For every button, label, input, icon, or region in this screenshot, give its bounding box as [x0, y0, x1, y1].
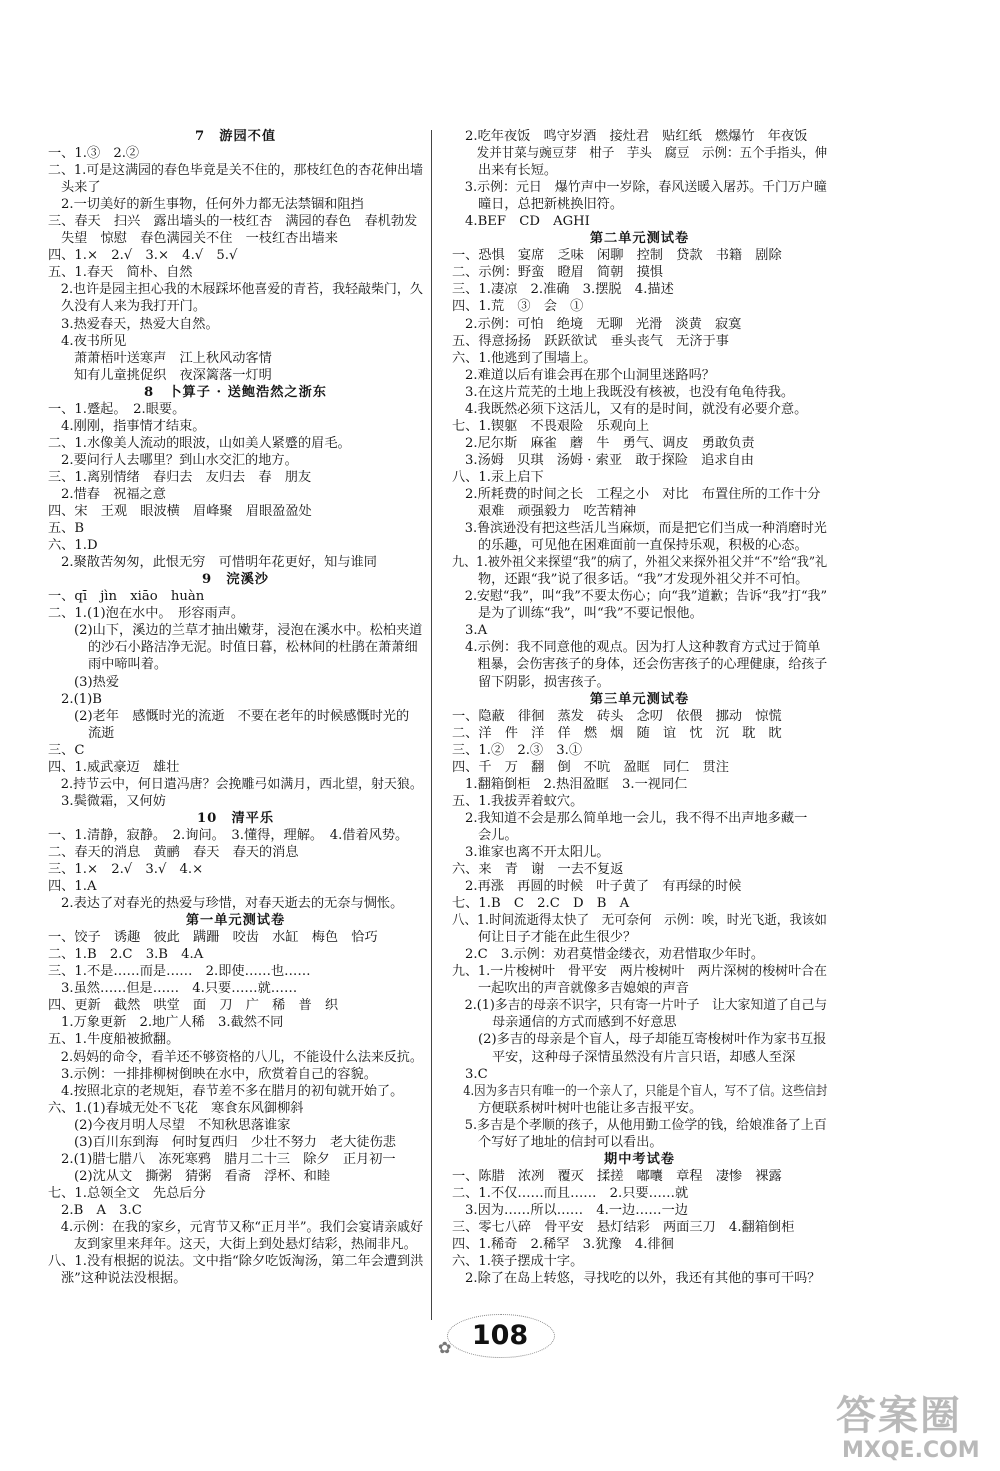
- answer-line: 2.C 3.示例：劝君莫惜金缕衣，劝君惜取少年时。: [465, 947, 765, 963]
- answer-line: 3.热爱春天，热爱大自然。: [61, 316, 219, 332]
- answer-line: 二、春天的消息 黄鹂 春天 春天的消息: [48, 844, 299, 860]
- answer-line: 萧萧梧叶送寒声 江上秋风动客情: [74, 350, 272, 366]
- answer-line: 粗暴，会伤害孩子的身体，还会伤害孩子的心理健康，给孩子: [477, 657, 828, 673]
- answer-line: 2.表达了对春光的热爱与珍惜，对春天逝去的无奈与惆怅。: [61, 896, 404, 912]
- answer-line: 雨中啼叫着。: [88, 657, 168, 673]
- answer-line: 方便联系树叶树叶也能让多吉报平安。: [478, 1100, 703, 1116]
- answer-line: 四、1.稀奇 2.稀罕 3.犹豫 4.徘徊: [452, 1237, 674, 1253]
- answer-line: 二、示例：野蛮 瞪眉 简朝 摸惧: [452, 265, 663, 281]
- answer-line: 二、1.可是这满园的春色毕竟是关不住的，那枝红色的杏花伸出墙: [48, 163, 423, 179]
- answer-line: 3.谁家也离不开太阳儿。: [465, 844, 610, 860]
- answer-line: 一、1.清静，寂静。 2.询问。 3.懂得，理解。 4.借着风势。: [48, 827, 409, 843]
- answer-line: 三、C: [48, 742, 85, 758]
- answer-line: 五、得意扬扬 跃跃欲试 垂头丧气 无济于事: [452, 333, 729, 349]
- answer-line: 的沙石小路洁净无泥。时值日暮，松林间的杜鹃在萧萧细: [88, 640, 418, 656]
- answer-line: 3.鬓微霜，又何妨: [61, 793, 166, 809]
- answer-line: 五、B: [48, 521, 85, 537]
- section-heading: 10 清平乐: [196, 810, 275, 826]
- answer-line: 4.示例：我不同意他的观点。因为打人这种教育方式过于简单: [465, 640, 821, 656]
- answer-line: 2.再涨 再圆的时候 叶子黄了 有再绿的时候: [465, 879, 742, 895]
- answer-line: 七、1.锲躯 不畏艰险 乐观向上: [452, 418, 650, 434]
- answer-line: 三、春天 扫兴 露出墙头的一枝红杏 满园的春色 春机勃发: [48, 214, 418, 230]
- answer-line: 2.所耗费的时间之长 工程之小 对比 布置住所的工作十分: [465, 486, 821, 502]
- answer-line: 2.聚散苦匆匆，此恨无穷 可惜明年花更好，知与谁同: [61, 555, 377, 571]
- answer-line: 六、来 青 谢 一去不复返: [452, 862, 624, 878]
- answer-line: 个写好了地址的信封可以看出。: [478, 1134, 663, 1150]
- answer-line: 2.除了在岛上转悠，寻找吃的以外，我还有其他的事可干吗？: [465, 1271, 821, 1287]
- answer-line: 4.BEF CD AGHI: [465, 214, 590, 230]
- answer-line: 一、qī jìn xiāo huàn: [48, 589, 205, 605]
- answer-line: 物，还跟“我”说了很多话。“我”才发现外祖父并不可怕。: [478, 572, 809, 588]
- answer-line: (2)多吉的母亲是个盲人，母子却能互寄梭树叶作为家书互报: [478, 1032, 827, 1048]
- answer-line: 九、1.被外祖父来探望“我”的病了，外祖父来探外祖父并“不”给“我”礼: [452, 555, 828, 571]
- answer-line: 二、1.水像美人流动的眼波，山如美人紧蹙的眉毛。: [48, 435, 351, 451]
- answer-line: 3.在这片荒芜的土地上我既没有核被，也没有龟龟待我。: [465, 384, 795, 400]
- answer-line: 五、1.牛度船被掀翻。: [48, 1032, 180, 1048]
- flower-ornament-icon: ✿: [438, 1338, 452, 1357]
- answer-line: 3.鲁滨逊没有把这些活儿当麻烦，而是把它们当成一种消磨时光: [464, 521, 827, 537]
- answer-line: (3)热爱: [74, 674, 120, 690]
- answer-line: 八、1.没有根据的说法。文中指“除夕吃饭淘汤，第二年会遭到洪: [48, 1254, 424, 1270]
- answer-line: 四、更新 截然 哄堂 面 刀 广 稀 普 织: [48, 998, 339, 1014]
- answer-line: 九、1.一片梭树叶 骨平安 两片梭树叶 两片深树的梭树叶合在: [452, 964, 827, 980]
- answer-line: 三、零七八碎 骨平安 悬灯结彩 两面三刀 4.翻箱倒柜: [452, 1220, 795, 1235]
- answer-line: 友到家里来拜年。这天，大街上到处悬灯结彩，热闹非凡。: [74, 1237, 417, 1253]
- answer-line: 1.翻箱倒柜 2.热泪盈眶 3.一视同仁: [465, 776, 688, 792]
- answer-line: 母亲通信的方式而感到不好意思: [492, 1015, 677, 1031]
- answer-line: 二、1.B 2.C 3.B 4.A: [48, 947, 204, 963]
- answer-line: 2.(1)腊七腊八 冻死寒鸦 腊月二十三 除夕 正月初一: [61, 1151, 396, 1167]
- page-number: 108: [471, 1320, 529, 1351]
- answer-line: 三、1.× 2.√ 3.√ 4.×: [48, 862, 204, 878]
- answer-line: 失望 惊慰 春色满园关不住 一枝红杏出墙来: [61, 231, 338, 247]
- answer-line: 八、1.汞上启下: [452, 469, 544, 485]
- answer-line: 一、1.蹙起。 2.眼要。: [48, 401, 186, 417]
- answer-line: 五、1.我拔弄着蚊穴。: [452, 793, 584, 809]
- answer-line: 一起吹出的声音就像多吉媳娘的声音: [478, 981, 689, 997]
- watermark-url: MXQE.COM: [842, 1438, 980, 1463]
- answer-line: 八、1.时间流逝得太快了 无可奈何 示例：唉，时光飞逝，我该如: [452, 913, 827, 929]
- answer-line: 2.一切美好的新生事物，任何外力都无法禁锢和阻挡: [61, 197, 364, 213]
- answer-line: 四、1.A: [48, 879, 97, 895]
- answer-line: 2.难道以后有谁会再在那个山洞里迷路吗？: [465, 367, 715, 383]
- answer-line: 2.(1)多吉的母亲不识字，只有寄一片叶子 让大家知道了自己与: [464, 998, 828, 1014]
- answer-line: 三、1.② 2.③ 3.①: [452, 742, 583, 758]
- column-divider: [431, 130, 432, 1320]
- answer-line: 4.刚刚，指事情才结束。: [61, 418, 206, 434]
- watermark-logo: 答案圈: [836, 1393, 962, 1439]
- answer-line: 发并甘菜与豌豆芽 柑子 芋头 腐豆 示例：五个手指头，伸: [476, 146, 828, 162]
- answer-line: 2.示例：可怕 绝境 无聊 光滑 淡黄 寂寞: [465, 316, 742, 332]
- answer-line: 一、隐蔽 徘徊 蒸发 砖头 念叨 依偎 挪动 惊慌: [452, 708, 782, 724]
- answer-line: 知有儿童挑促织 夜深篱落一灯明: [74, 367, 272, 383]
- answer-line: 一、1.③ 2.②: [48, 146, 140, 162]
- answer-line: 2.我知道不会是那么简单地一会儿，我不得不出声地多藏一: [465, 810, 808, 826]
- answer-line: 3.汤姆 贝琪 汤姆 · 索亚 敢于探险 追求自由: [465, 452, 754, 468]
- answer-line: 3.因为……所以…… 4.一边……一边: [465, 1202, 688, 1218]
- answer-line: 五、1.春天 简朴、自然: [48, 265, 193, 281]
- answer-line: 1.万象更新 2.地广人稀 3.截然不同: [61, 1015, 284, 1031]
- answer-line: (3)百川东到海 何时复西归 少壮不努力 老大徒伤悲: [74, 1134, 396, 1150]
- section-heading: 第一单元测试卷: [185, 913, 286, 929]
- answer-line: 4.示例：在我的家乡，元宵节又称“正月半”。我们会宴请亲戚好: [60, 1220, 424, 1235]
- answer-line: 4.因为多吉只有唯一的一个亲人了，只能是个盲人，写不了信。这些信封: [463, 1083, 828, 1099]
- section-heading: 第三单元测试卷: [589, 691, 690, 707]
- answer-line: 4.我既然必须下这活儿，又有的是时间，就没有必要介意。: [465, 401, 808, 417]
- answer-line: 二、1.(1)泡在水中。 形容雨声。: [48, 606, 245, 622]
- watermark: [836, 1394, 996, 1468]
- answer-line: 六、1.筷子摆成十字。: [452, 1254, 584, 1270]
- answer-line: (2)沈从文 撕粥 猜粥 看斋 浮杯、和睦: [74, 1168, 331, 1184]
- answer-line: 3.A: [465, 623, 488, 639]
- answer-line: 2.B A 3.C: [61, 1202, 142, 1218]
- answer-column-right: [452, 128, 827, 1287]
- answer-line: 七、1.总领全文 先总后分: [48, 1185, 206, 1201]
- answer-line: 3.示例：一排排柳树倒映在水中，欣赏着自己的容貌。: [61, 1066, 377, 1082]
- answer-line: 六、1.D: [48, 538, 98, 554]
- answer-line: 四、1.荒 ③ 会 ①: [452, 299, 584, 315]
- answer-line: 一、饺子 诱趣 彼此 蹒跚 咬齿 水缸 梅色 恰巧: [48, 930, 378, 946]
- answer-line: 曈日，总把新桃换旧符。: [478, 197, 624, 213]
- answer-line: 四、宋 王观 眼波横 眉峰聚 眉眼盈盈处: [48, 504, 312, 520]
- answer-line: 3.示例：元日 爆竹声中一岁除，春风送暖入屠苏。千门万户曈: [464, 180, 827, 196]
- answer-line: 4.夜书所见: [61, 333, 127, 349]
- answer-line: 2.尼尔斯 麻雀 蘑 牛 勇气、调皮 勇敢负责: [465, 435, 755, 451]
- answer-line: 三、1.离别情绪 春归去 友归去 春 朋友: [48, 469, 312, 485]
- answer-line: 头来了: [61, 180, 101, 196]
- answer-line: 留下阴影，损害孩子。: [478, 674, 610, 690]
- answer-column-left: [48, 128, 423, 1287]
- answer-line: 3.虽然……但是…… 4.只要……就……: [61, 981, 298, 997]
- answer-line: 会儿。: [478, 827, 518, 843]
- answer-line: 六、1.(1)春城无处不飞花 寒食东风御柳斜: [48, 1100, 304, 1116]
- answer-line: 六、1.他逃到了围墙上。: [452, 350, 597, 366]
- section-heading: 期中考试卷: [604, 1151, 675, 1167]
- answer-line: 一、恐惧 宴席 乏味 闲聊 控制 贷款 书籍 剧除: [452, 248, 782, 264]
- answer-line: 5.多吉是个孝顺的孩子，从他用勤工俭学的钱，给娘准备了上百: [464, 1117, 827, 1133]
- answer-line: 2.妈妈的命令，看羊还不够资格的八儿，不能设什么法来反抗。: [60, 1049, 423, 1065]
- answer-line: 2.要问行人去哪里？到山水交汇的地方。: [61, 452, 298, 468]
- answer-line: 2.(1)B: [61, 691, 102, 707]
- answer-line: 四、1.威武豪迈 雄壮: [48, 759, 180, 775]
- answer-line: 2.吃年夜饭 鸣守岁酒 接灶君 贴红纸 燃爆竹 年夜饭: [465, 129, 808, 144]
- answer-line: (2)今夜月明人尽望 不知秋思落谁家: [74, 1117, 291, 1133]
- answer-line: 二、1.不仅……而且…… 2.只要……就: [452, 1185, 689, 1201]
- answer-line: 何让日子才能在此生很少？: [478, 930, 637, 946]
- answer-line: 三、1.不是……而是…… 2.即使……也……: [48, 964, 311, 980]
- answer-line: 是为了训练“我”，叫“我”不要记恨他。: [478, 606, 703, 622]
- section-heading: 7 游园不值: [194, 129, 277, 144]
- answer-line: 艰难 顽强毅力 吃苦精神: [478, 504, 637, 520]
- answer-line: 四、1.× 2.√ 3.× 4.√ 5.√: [48, 248, 238, 264]
- answer-line: 的乐趣，可见他在困难面前一直保持乐观，积极的心态。: [478, 538, 808, 554]
- answer-line: 七、1.B C 2.C D B A: [452, 896, 630, 912]
- answer-line: (2)山下，溪边的兰草才抽出嫩芽，浸泡在溪水中。松柏夹道: [74, 623, 423, 639]
- answer-line: 流逝: [88, 725, 115, 741]
- answer-line: 二、洋 件 洋 佯 燃 烟 随 谊 忱 沉 耽 眈: [452, 725, 782, 741]
- answer-line: 一、陈腊 浓冽 覆灭 揉搓 嘟囔 章程 凄惨 裸露: [452, 1168, 782, 1184]
- answer-line: 4.按照北京的老规矩，春节差不多在腊月的初旬就开始了。: [61, 1083, 404, 1099]
- answer-line: 2.也许是园主担心我的木屐踩坏他喜爱的青苔，我轻敲柴门，久: [60, 282, 423, 298]
- answer-line: 2.安慰“我”，叫“我”不要太伤心；向“我”道歉；告诉“我”打“我”: [464, 589, 828, 605]
- answer-line: 3.C: [465, 1066, 488, 1082]
- answer-line: 涨”这种说法没根据。: [61, 1271, 187, 1287]
- answer-line: 2.持节云中，何日遣冯唐？会挽雕弓如满月，西北望，射天狼。: [60, 776, 423, 792]
- section-heading: 9 浣溪沙: [202, 572, 269, 588]
- answer-line: 平安，这种母子深情虽然没有片言只语，却感人至深: [492, 1049, 796, 1065]
- answer-line: 2.惜春 祝福之意: [61, 486, 166, 502]
- answer-line: 出来有长短。: [478, 163, 558, 179]
- section-heading: 第二单元测试卷: [589, 231, 690, 247]
- answer-line: 三、1.凄凉 2.准确 3.摆脱 4.描述: [452, 282, 674, 298]
- answer-line: 久没有人来为我打开门。: [61, 299, 207, 315]
- answer-line: (2)老年 感慨时光的流逝 不要在老年的时候感慨时光的: [74, 708, 410, 724]
- section-heading: 8 卜算子 · 送鲍浩然之浙东: [143, 384, 327, 400]
- answer-line: 四、千 万 翻 倒 不吭 盈眶 同仁 贯注: [452, 759, 729, 775]
